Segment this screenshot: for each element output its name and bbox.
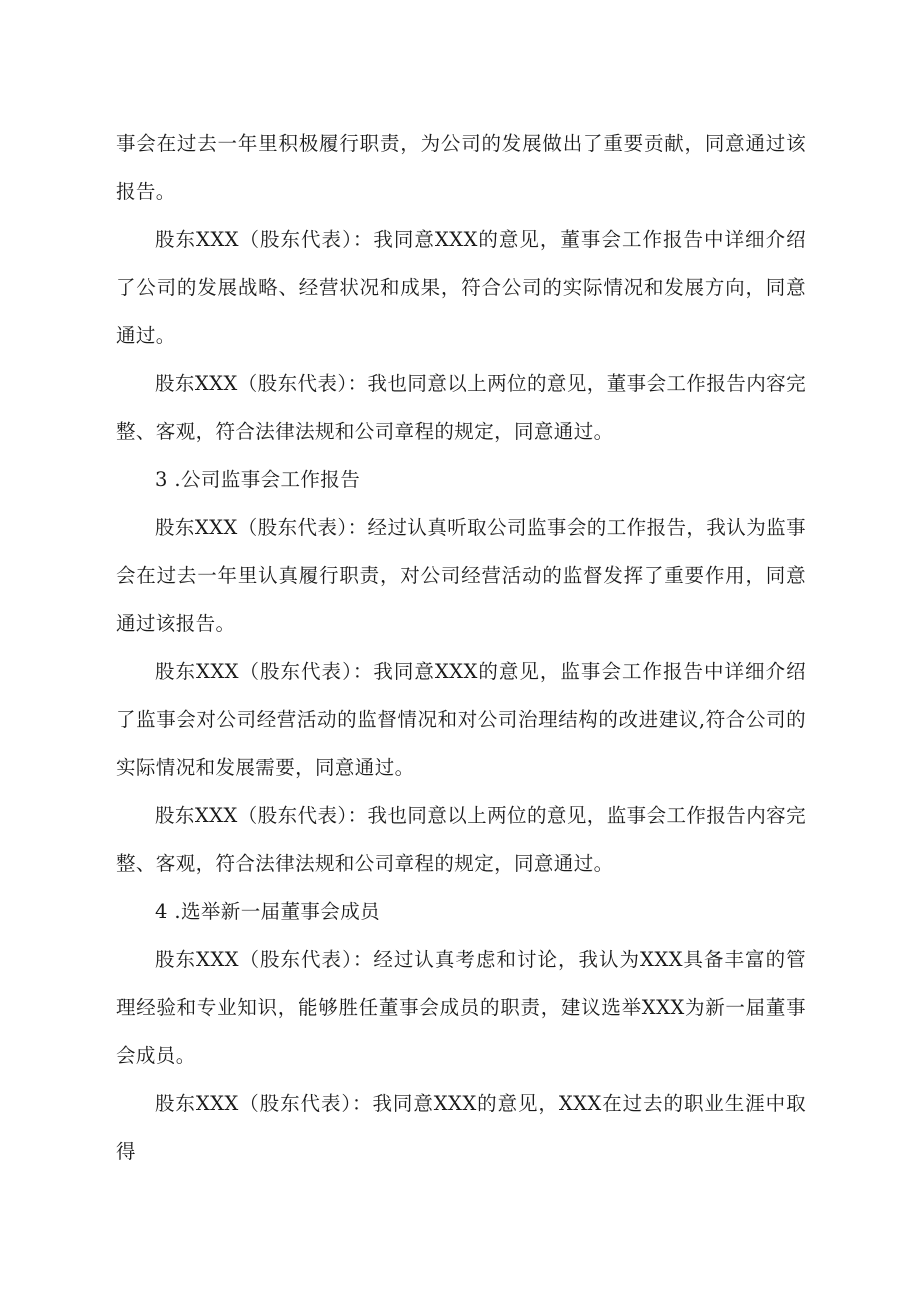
paragraph-continuation: 事会在过去一年里积极履行职责，为公司的发展做出了重要贡献，同意通过该报告。	[116, 132, 806, 203]
paragraph-shareholder-opinion: 股东XXX（股东代表）：经过认真听取公司监事会的工作报告，我认为监事会在过去一年里认真履行职责，对公司经营活动的监督发挥了重要作用，同意通过该报告。	[116, 516, 806, 635]
paragraph-shareholder-opinion: 股东XXX（股东代表）：我同意XXX的意见，监事会工作报告中详细介绍了监事会对公司经营活动的监督情况和对公司治理结构的改进建议,符合公司的实际情况和发展需要，同意通过。	[116, 660, 806, 779]
paragraph-shareholder-opinion: 股东XXX（股东代表）：经过认真考虑和讨论，我认为XXX具备丰富的管理经验和专业知识，能够胜任董事会成员的职责，建议选举XXX为新一届董事会成员。	[116, 948, 806, 1067]
section-heading-supervisory-report: 3 .公司监事会工作报告	[155, 468, 361, 491]
paragraph-shareholder-opinion: 股东XXX（股东代表）：我同意XXX的意见，董事会工作报告中详细介绍了公司的发展战略、经营状况和成果，符合公司的实际情况和发展方向，同意通过。	[116, 228, 806, 347]
section-heading-board-election: 4 .选举新一届董事会成员	[155, 900, 381, 923]
document-body	[116, 120, 806, 1176]
paragraph-shareholder-opinion: 股东XXX（股东代表）：我也同意以上两位的意见，监事会工作报告内容完整、客观，符合法律法规和公司章程的规定，同意通过。	[116, 804, 806, 875]
paragraph-shareholder-opinion: 股东XXX（股东代表）：我也同意以上两位的意见，董事会工作报告内容完整、客观，符合法律法规和公司章程的规定，同意通过。	[116, 372, 806, 443]
paragraph-shareholder-opinion: 股东XXX（股东代表）：我同意XXX的意见，XXX在过去的职业生涯中取得	[116, 1092, 806, 1163]
